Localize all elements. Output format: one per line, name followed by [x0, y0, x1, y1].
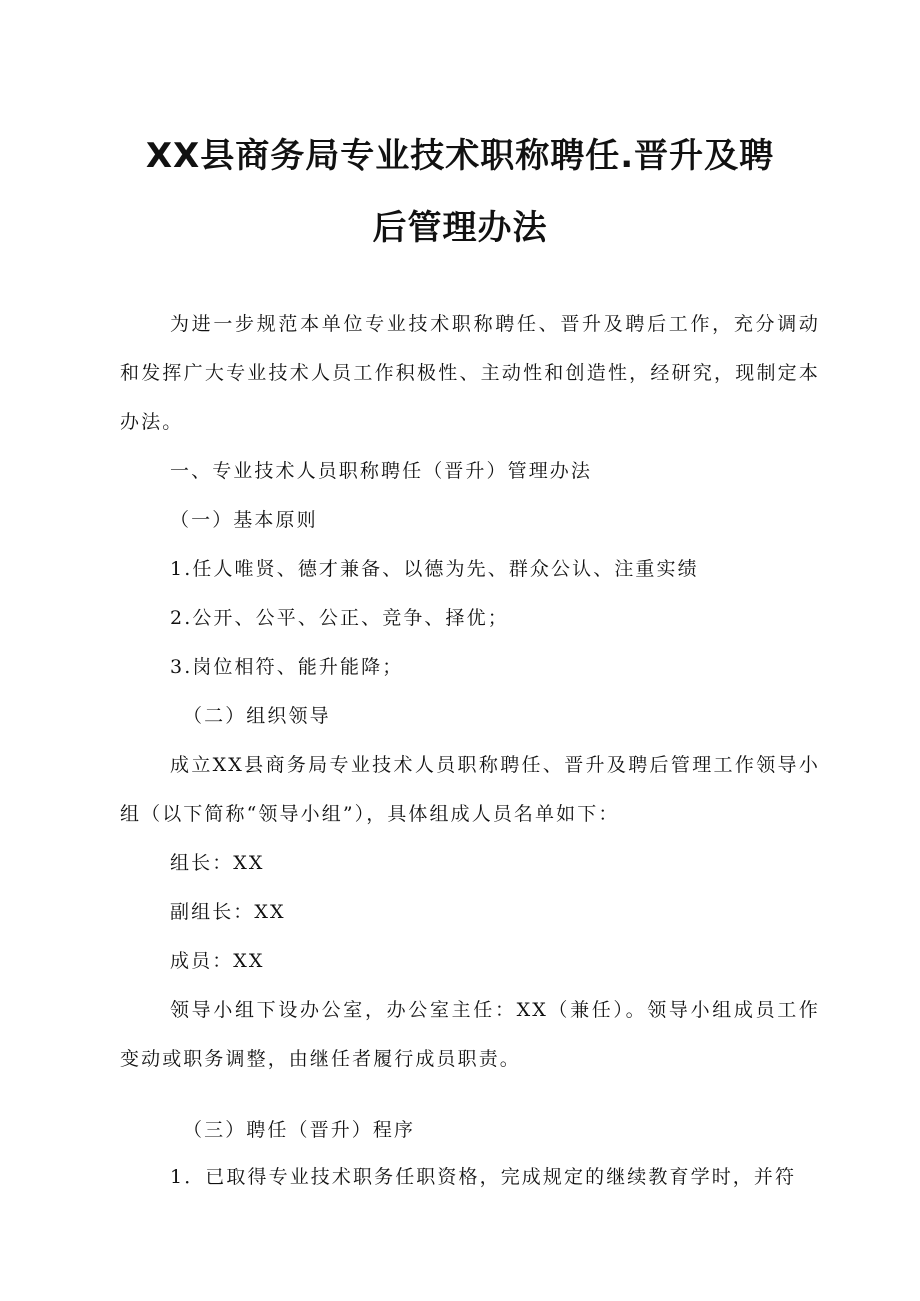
intro-paragraph: 为进一步规范本单位专业技术职称聘任、晋升及聘后工作，充分调动和发挥广大专业技术人员工作积极性、主动性和创造性，经研究，现制定本办法。: [120, 313, 820, 433]
subsection-heading-procedure: （三）聘任（晋升）程序: [183, 1119, 416, 1141]
subsection-heading-basic-principles: （一）基本原则: [170, 509, 318, 531]
section-heading-1: 一、专业技术人员职称聘任（晋升）管理办法: [170, 460, 593, 482]
group-leader-line: 组长：XX: [170, 852, 265, 874]
office-paragraph: 领导小组下设办公室，办公室主任：XX（兼任）。领导小组成员工作变动或职务调整，由继任者履行成员职责。: [120, 999, 820, 1070]
principle-item-1: 1.任人唯贤、德才兼备、以德为先、群众公认、注重实绩: [170, 558, 699, 580]
principle-item-2: 2.公开、公平、公正、竞争、择优；: [170, 607, 509, 629]
members-line: 成员：XX: [170, 950, 265, 972]
principle-item-3: 3.岗位相符、能升能降；: [170, 656, 404, 678]
deputy-leader-line: 副组长：XX: [170, 901, 286, 923]
document-title-line-2: 后管理办法: [372, 208, 548, 248]
subsection-heading-organization: （二）组织领导: [183, 705, 331, 727]
procedure-item-1: 1．已取得专业技术职务任职资格，完成规定的继续教育学时，并符: [170, 1166, 797, 1188]
document-title-line-1: XX县商务局专业技术职称聘任.晋升及聘: [145, 136, 775, 176]
leadership-group-paragraph: 成立XX县商务局专业技术人员职称聘任、晋升及聘后管理工作领导小组（以下简称“领导小组”），具体组成人员名单如下：: [120, 754, 820, 825]
